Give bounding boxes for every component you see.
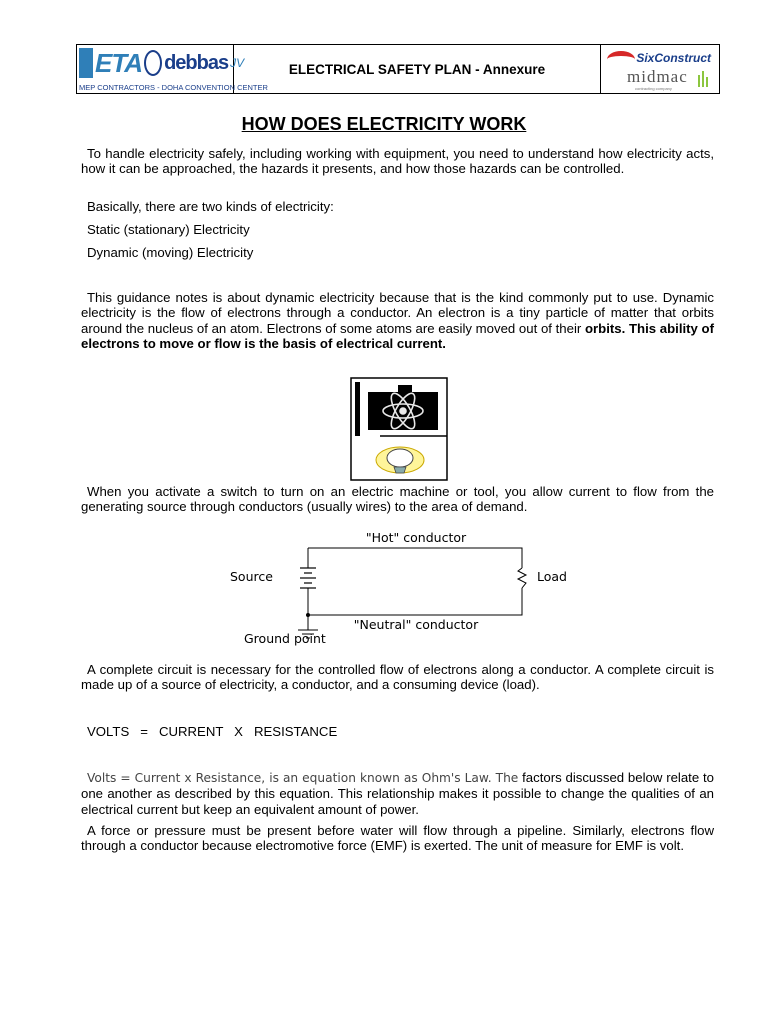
figure-left-bar: [355, 382, 360, 436]
paragraph-intro-text: To handle electricity safely, including working with equipment, you need to understand how electricity acts, how it can be approached, the hazards it presents, and how those hazards can be controlled.: [81, 146, 714, 177]
paragraph-emf: [81, 823, 714, 854]
neutral-conductor-wire: [308, 588, 522, 615]
hot-conductor-label: "Hot" conductor: [365, 530, 467, 545]
midmac-subtitle: contracting company: [635, 86, 672, 91]
paragraph-guidance-text: This guidance notes is about dynamic electricity because that is the kind commonly put to use. Dynamic electricity is the flow of electrons through a conductor. An electron is a tiny particle of matter that orbits around the nucleus of an atom. Electrons of some atoms are easily moved out of their: [81, 290, 714, 336]
atom-bulb-illustration: [350, 377, 448, 481]
eta-logo-text: ETA: [95, 48, 143, 78]
paragraph-ohms-formula: [81, 724, 714, 739]
ohms-law-gray-text: Volts = Current x Resistance, is an equation known as Ohm's Law. The: [87, 771, 519, 785]
paragraph-ohms-law: [81, 770, 714, 817]
resistor-load-icon: [518, 568, 526, 588]
midmac-leaf-icon: [697, 69, 709, 87]
page-title: HOW DOES ELECTRICITY WORK: [241, 114, 527, 134]
neutral-conductor-label: "Neutral" conductor: [353, 617, 479, 632]
contractor-logo: [77, 45, 268, 93]
paragraph-kinds-text: Basically, there are two kinds of electricity:: [87, 199, 334, 214]
header-title: ELECTRICAL SAFETY PLAN - Annexure: [288, 61, 546, 77]
paragraph-emf-text: A force or pressure must be present before water will flow through a pipeline. Similarly, electrons flow through a conductor because electromotive force (EMF) is exerted. The unit of measure for EMF is volt.: [81, 823, 714, 854]
circuit-diagram: [226, 530, 586, 650]
paragraph-guidance-bold: orbits. This ability of electrons to move or flow is the basis of electrical current.: [81, 320, 715, 351]
paragraph-kinds: [81, 199, 714, 214]
ground-junction-dot: [306, 613, 310, 617]
contractor-caption: MEP CONTRACTORS - DOHA CONVENTION CENTER: [79, 83, 268, 92]
paragraph-dynamic: [81, 245, 714, 260]
ground-point-label: Ground point: [244, 631, 326, 646]
hot-conductor-wire: [308, 548, 522, 568]
midmac-logo-text: midmac: [627, 67, 688, 86]
document-header: [76, 44, 720, 94]
debbas-circle-icon: [144, 50, 162, 76]
debbas-logo-text: debbas: [164, 52, 229, 74]
paragraph-static: [81, 222, 714, 237]
paragraph-complete-circuit: [81, 662, 714, 693]
paragraph-static-text: Static (stationary) Electricity: [87, 222, 250, 237]
ohms-law-text: factors discussed below relate to one another as described by this equation. This relationship makes it possible to change the qualities of an electrical current but keep an equivalent amount of power.: [81, 770, 714, 817]
paragraph-complete-circuit-text: A complete circuit is necessary for the controlled flow of electrons along a conductor. A complete circuit is made up of a source of electricity, a conductor, and a consuming device (load).: [81, 662, 714, 693]
source-label: Source: [230, 569, 273, 584]
paragraph-switch: [81, 484, 714, 515]
paragraph-switch-text: When you activate a switch to turn on an electric machine or tool, you allow current to flow from the generating source through conductors (usually wires) to the area of demand.: [81, 484, 714, 515]
battery-cap-icon: [398, 385, 412, 393]
sixconstruct-logo-text: SixConstruct: [636, 51, 711, 65]
paragraph-dynamic-text: Dynamic (moving) Electricity: [87, 245, 254, 260]
eta-badge-icon: [79, 48, 93, 78]
ohms-formula-text: VOLTS = CURRENT X RESISTANCE: [87, 724, 338, 739]
load-label: Load: [537, 569, 567, 584]
paragraph-intro: [81, 146, 714, 177]
paragraph-guidance: [81, 290, 714, 351]
sixconstruct-swoosh-icon: [607, 51, 635, 68]
client-logo: [600, 45, 719, 93]
jv-logo-text: JV: [230, 56, 245, 70]
lightbulb-icon: [376, 447, 424, 473]
battery-source-icon: [300, 568, 316, 588]
